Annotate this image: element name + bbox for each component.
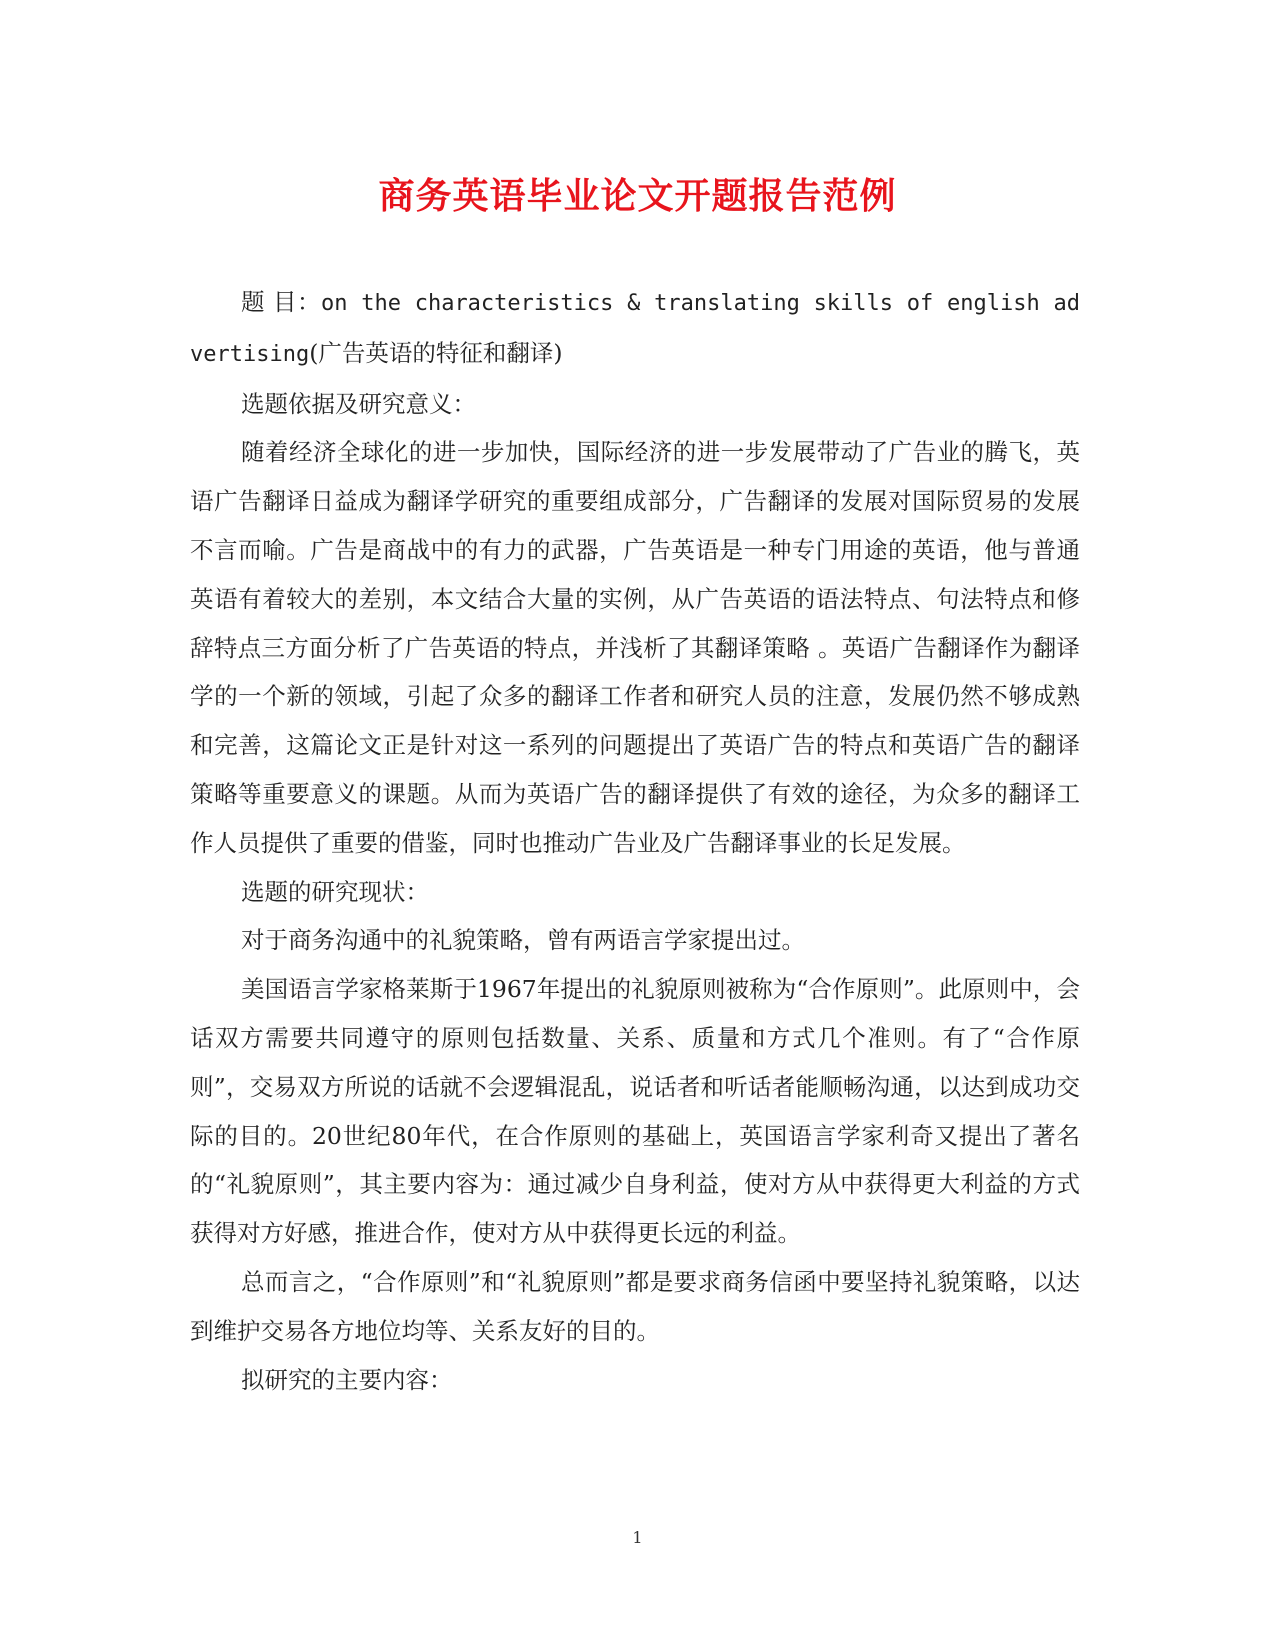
document-title: 商务英语毕业论文开题报告范例 — [378, 175, 897, 217]
section-heading-content: 拟研究的主要内容： — [241, 1365, 453, 1394]
paragraph-significance: 随着经济全球化的进一步加快，国际经济的进一步发展带动了广告业的腾飞，英语广告翻译日益成为翻译学研究的重要组成部分，广告翻译的发展对国际贸易的发展不言而喻。广告是商战中的有力的武器，广告英语是一种专门用途的英语，他与普通英语有着较大的差别，本文结合大量的实例，从广告英语的语法特点、句法特点和修辞特点三方面分析了广告英语的特点，并浅析了其翻译策略 。英语广告翻译作为翻译学的一个新的领域，引起了众多的翻译工作者和研究人员的注意，发展仍然不够成熟和完善，这篇论文正是针对这一系列的问题提出了英语广告的特点和英语广告的翻译策略等重要意义的课题。从而为英语广告的翻译提供了有效的途径，为众多的翻译工作人员提供了重要的借鉴，同时也推动广告业及广告翻译事业的长足发展。 — [190, 438, 1080, 857]
paragraph-grice-leech: 美国语言学家格莱斯于1967年提出的礼貌原则被称为“合作原则”。此原则中，会话双方需要共同遵守的原则包括数量、关系、质量和方式几个准则。有了“合作原则”，交易双方所说的话就不会逻辑混乱，说话者和听话者能顺畅沟通，以达到成功交际的目的。20世纪80年代，在合作原则的基础上，英国语言学家利奇又提出了著名的“礼貌原则”，其主要内容为：通过减少自身利益，使对方从中获得更大利益的方式获得对方好感，推进合作，使对方从中获得更长远的利益。 — [190, 975, 1080, 1248]
section-heading-status: 选题的研究现状： — [241, 877, 429, 906]
section-heading-basis: 选题依据及研究意义： — [241, 389, 476, 418]
paragraph-politeness-intro: 对于商务沟通中的礼貌策略，曾有两语言学家提出过。 — [241, 926, 805, 955]
paragraph-summary: 总而言之，“合作原则”和“礼貌原则”都是要求商务信函中要坚持礼貌策略，以达到维护交易各方地位均等、关系友好的目的。 — [190, 1267, 1080, 1345]
topic-label: 题 目： — [241, 288, 321, 316]
topic-chinese: (广告英语的特征和翻译) — [309, 338, 563, 367]
topic-english: on the characteristics & translating skills of english advertising — [190, 291, 1080, 367]
document-body — [190, 278, 1080, 1404]
topic-line — [190, 278, 1080, 380]
page-number: 1 — [632, 1528, 643, 1547]
